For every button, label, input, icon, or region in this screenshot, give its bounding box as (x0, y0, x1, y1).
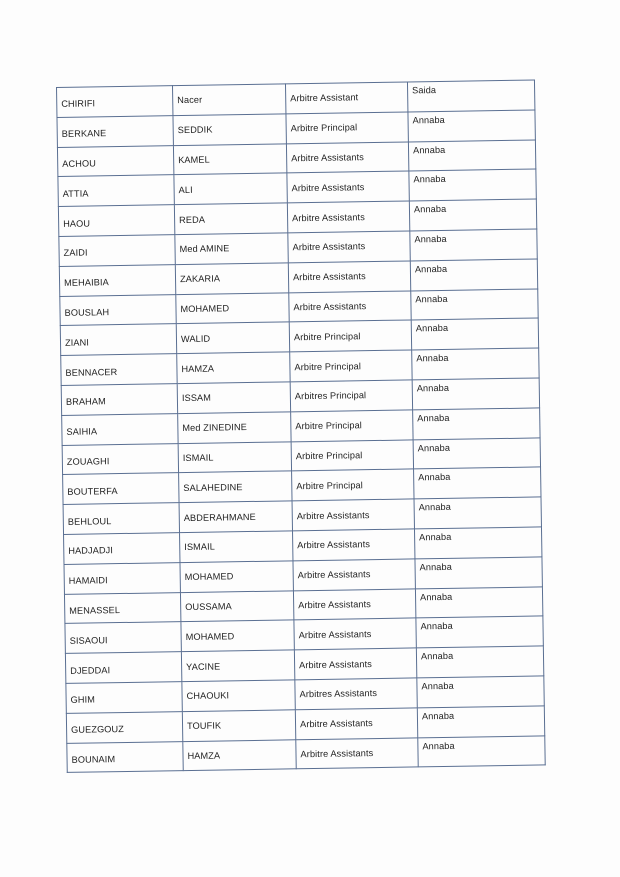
city-cell: Annaba (412, 378, 539, 410)
city-cell: Annaba (414, 467, 541, 499)
last-name-cell: GUEZGOUZ (66, 711, 182, 743)
role-cell: Arbitre Assistants (294, 648, 416, 680)
first-name-cell: REDA (174, 203, 287, 235)
last-name-cell: HADJADJI (64, 533, 180, 565)
first-name-cell: CHAOUKI (182, 680, 295, 712)
last-name-cell: BOUSLAH (60, 294, 176, 326)
last-name-cell: SISAOUI (65, 622, 181, 654)
last-name-cell: DJEDDAI (65, 652, 181, 684)
first-name-cell: OUSSAMA (180, 590, 293, 622)
first-name-cell: Med ZINEDINE (178, 412, 291, 444)
role-cell: Arbitre Assistants (292, 499, 414, 531)
first-name-cell: Med AMINE (175, 233, 288, 265)
first-name-cell: WALID (176, 322, 289, 354)
last-name-cell: HAOU (58, 205, 174, 237)
role-cell: Arbitre Principal (289, 320, 411, 352)
last-name-cell: CHIRIFI (57, 86, 173, 118)
city-cell: Annaba (414, 527, 541, 559)
last-name-cell: ATTIA (58, 175, 174, 207)
last-name-cell: BEHLOUL (63, 503, 179, 535)
city-cell: Annaba (418, 735, 545, 767)
role-cell: Arbitres Principal (290, 380, 412, 412)
last-name-cell: HAMAIDI (64, 562, 180, 594)
role-cell: Arbitre Assistants (287, 201, 409, 233)
first-name-cell: TOUFIK (182, 710, 295, 742)
last-name-cell: MENASSEL (64, 592, 180, 624)
role-cell: Arbitre Principal (291, 439, 413, 471)
city-cell: Annaba (417, 676, 544, 708)
last-name-cell: ZIANI (60, 324, 176, 356)
last-name-cell: ZAIDI (59, 235, 175, 267)
role-cell: Arbitre Assistants (296, 737, 418, 769)
city-cell: Annaba (414, 497, 541, 529)
role-cell: Arbitre Principal (286, 112, 408, 144)
city-cell: Annaba (413, 438, 540, 470)
first-name-cell: HAMZA (177, 352, 290, 384)
role-cell: Arbitre Assistants (292, 529, 414, 561)
referees-table (56, 79, 546, 773)
last-name-cell: SAIHIA (62, 413, 178, 445)
last-name-cell: BOUNAIM (67, 741, 183, 773)
city-cell: Annaba (408, 140, 535, 172)
first-name-cell: SALAHEDINE (179, 471, 292, 503)
first-name-cell: HAMZA (183, 739, 296, 771)
role-cell: Arbitre Principal (290, 350, 412, 382)
first-name-cell: ZAKARIA (175, 263, 288, 295)
role-cell: Arbitre Assistants (288, 231, 410, 263)
last-name-cell: ACHOU (57, 145, 173, 177)
city-cell: Annaba (417, 706, 544, 738)
city-cell: Annaba (412, 348, 539, 380)
city-cell: Annaba (409, 199, 536, 231)
city-cell: Annaba (410, 259, 537, 291)
role-cell: Arbitre Assistants (295, 708, 417, 740)
city-cell: Annaba (413, 408, 540, 440)
referees-table-wrapper (56, 79, 545, 773)
first-name-cell: SEDDIK (173, 114, 286, 146)
city-cell: Saida (407, 80, 534, 112)
first-name-cell: YACINE (181, 650, 294, 682)
role-cell: Arbitre Assistants (293, 588, 415, 620)
first-name-cell: Nacer (172, 84, 285, 116)
last-name-cell: MEHAIBIA (59, 264, 175, 296)
first-name-cell: ISSAM (177, 382, 290, 414)
city-cell: Annaba (411, 318, 538, 350)
role-cell: Arbitre Assistants (289, 291, 411, 323)
last-name-cell: ZOUAGHI (62, 443, 178, 475)
last-name-cell: BOUTERFA (63, 473, 179, 505)
last-name-cell: GHIM (66, 682, 182, 714)
role-cell: Arbitre Principal (292, 469, 414, 501)
role-cell: Arbitre Principal (291, 410, 413, 442)
city-cell: Annaba (411, 289, 538, 321)
referees-table-body (57, 80, 546, 773)
last-name-cell: BERKANE (57, 115, 173, 147)
city-cell: Annaba (416, 646, 543, 678)
role-cell: Arbitre Assistant (285, 82, 407, 114)
first-name-cell: MOHAMED (181, 620, 294, 652)
table-row (67, 735, 545, 772)
first-name-cell: KAMEL (173, 143, 286, 175)
first-name-cell: ALI (174, 173, 287, 205)
last-name-cell: BRAHAM (61, 384, 177, 416)
role-cell: Arbitres Assistants (295, 678, 417, 710)
city-cell: Annaba (415, 586, 542, 618)
role-cell: Arbitre Assistants (288, 261, 410, 293)
city-cell: Annaba (410, 229, 537, 261)
city-cell: Annaba (415, 557, 542, 589)
role-cell: Arbitre Assistants (293, 559, 415, 591)
city-cell: Annaba (409, 169, 536, 201)
first-name-cell: ABDERAHMANE (179, 501, 292, 533)
role-cell: Arbitre Assistants (287, 171, 409, 203)
last-name-cell: BENNACER (61, 354, 177, 386)
first-name-cell: MOHAMED (180, 561, 293, 593)
city-cell: Annaba (408, 110, 535, 142)
first-name-cell: ISMAIL (180, 531, 293, 563)
role-cell: Arbitre Assistants (286, 142, 408, 174)
first-name-cell: ISMAIL (178, 441, 291, 473)
role-cell: Arbitre Assistants (294, 618, 416, 650)
first-name-cell: MOHAMED (176, 292, 289, 324)
city-cell: Annaba (416, 616, 543, 648)
